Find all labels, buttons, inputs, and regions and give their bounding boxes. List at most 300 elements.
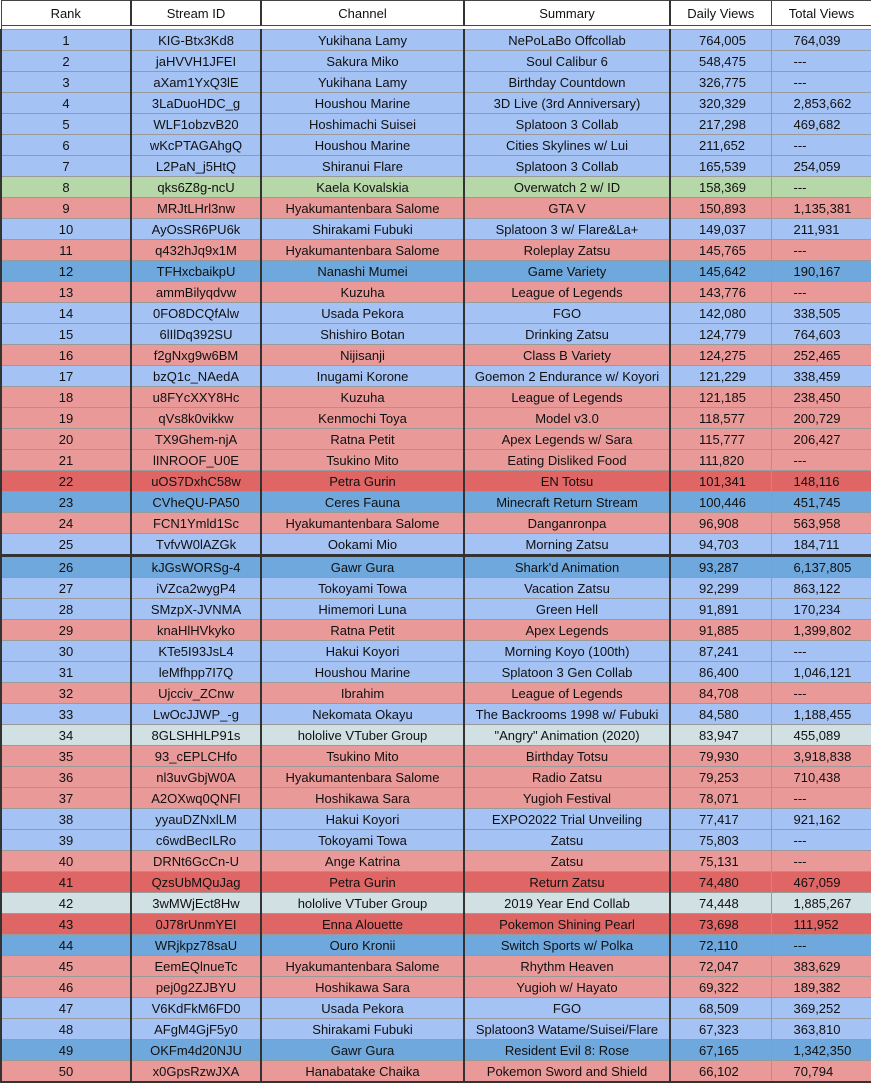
cell-total-views[interactable]: 363,810 bbox=[771, 1019, 871, 1040]
cell-rank[interactable]: 37 bbox=[1, 788, 131, 809]
table-row[interactable] bbox=[1, 725, 871, 746]
cell-stream-id[interactable]: 93_cEPLCHfo bbox=[131, 746, 261, 767]
table-row[interactable] bbox=[1, 513, 871, 534]
cell-daily-views[interactable]: 143,776 bbox=[670, 282, 771, 303]
cell-total-views[interactable]: 383,629 bbox=[771, 956, 871, 977]
cell-rank[interactable]: 35 bbox=[1, 746, 131, 767]
table-row[interactable] bbox=[1, 956, 871, 977]
cell-stream-id[interactable]: DRNt6GcCn-U bbox=[131, 851, 261, 872]
cell-channel[interactable]: Hanabatake Chaika bbox=[261, 1061, 464, 1083]
cell-daily-views[interactable]: 96,908 bbox=[670, 513, 771, 534]
cell-total-views[interactable]: 238,450 bbox=[771, 387, 871, 408]
cell-total-views[interactable]: 1,188,455 bbox=[771, 704, 871, 725]
cell-summary[interactable]: Birthday Countdown bbox=[464, 72, 670, 93]
table-row[interactable] bbox=[1, 998, 871, 1019]
cell-rank[interactable]: 29 bbox=[1, 620, 131, 641]
cell-channel[interactable]: Yukihana Lamy bbox=[261, 30, 464, 51]
table-row[interactable] bbox=[1, 135, 871, 156]
cell-summary[interactable]: FGO bbox=[464, 998, 670, 1019]
cell-daily-views[interactable]: 94,703 bbox=[670, 534, 771, 556]
cell-rank[interactable]: 26 bbox=[1, 556, 131, 578]
cell-daily-views[interactable]: 111,820 bbox=[670, 450, 771, 471]
cell-daily-views[interactable]: 320,329 bbox=[670, 93, 771, 114]
table-row[interactable] bbox=[1, 746, 871, 767]
cell-rank[interactable]: 49 bbox=[1, 1040, 131, 1061]
cell-rank[interactable]: 42 bbox=[1, 893, 131, 914]
cell-rank[interactable]: 32 bbox=[1, 683, 131, 704]
cell-channel[interactable]: Hyakumantenbara Salome bbox=[261, 240, 464, 261]
cell-rank[interactable]: 20 bbox=[1, 429, 131, 450]
cell-summary[interactable]: The Backrooms 1998 w/ Fubuki bbox=[464, 704, 670, 725]
cell-channel[interactable]: Hyakumantenbara Salome bbox=[261, 767, 464, 788]
cell-summary[interactable]: Rhythm Heaven bbox=[464, 956, 670, 977]
cell-summary[interactable]: Overwatch 2 w/ ID bbox=[464, 177, 670, 198]
cell-stream-id[interactable]: FCN1Ymld1Sc bbox=[131, 513, 261, 534]
cell-rank[interactable]: 8 bbox=[1, 177, 131, 198]
cell-channel[interactable]: Nijisanji bbox=[261, 345, 464, 366]
cell-total-views[interactable]: 1,885,267 bbox=[771, 893, 871, 914]
table-row[interactable] bbox=[1, 704, 871, 725]
cell-rank[interactable]: 1 bbox=[1, 30, 131, 51]
cell-rank[interactable]: 23 bbox=[1, 492, 131, 513]
table-row[interactable] bbox=[1, 599, 871, 620]
cell-daily-views[interactable]: 83,947 bbox=[670, 725, 771, 746]
table-row[interactable] bbox=[1, 450, 871, 471]
table-row[interactable] bbox=[1, 366, 871, 387]
cell-channel[interactable]: Himemori Luna bbox=[261, 599, 464, 620]
cell-channel[interactable]: hololive VTuber Group bbox=[261, 893, 464, 914]
cell-summary[interactable]: Apex Legends w/ Sara bbox=[464, 429, 670, 450]
cell-rank[interactable]: 21 bbox=[1, 450, 131, 471]
cell-summary[interactable]: Resident Evil 8: Rose bbox=[464, 1040, 670, 1061]
cell-summary[interactable]: League of Legends bbox=[464, 387, 670, 408]
cell-total-views[interactable]: --- bbox=[771, 788, 871, 809]
cell-rank[interactable]: 36 bbox=[1, 767, 131, 788]
cell-daily-views[interactable]: 93,287 bbox=[670, 556, 771, 578]
cell-daily-views[interactable]: 150,893 bbox=[670, 198, 771, 219]
cell-stream-id[interactable]: TX9Ghem-njA bbox=[131, 429, 261, 450]
cell-summary[interactable]: Splatoon 3 Gen Collab bbox=[464, 662, 670, 683]
cell-stream-id[interactable]: nl3uvGbjW0A bbox=[131, 767, 261, 788]
cell-stream-id[interactable]: 3wMWjEct8Hw bbox=[131, 893, 261, 914]
cell-daily-views[interactable]: 91,885 bbox=[670, 620, 771, 641]
cell-total-views[interactable]: --- bbox=[771, 830, 871, 851]
cell-rank[interactable]: 3 bbox=[1, 72, 131, 93]
cell-rank[interactable]: 43 bbox=[1, 914, 131, 935]
cell-channel[interactable]: Kaela Kovalskia bbox=[261, 177, 464, 198]
cell-daily-views[interactable]: 72,110 bbox=[670, 935, 771, 956]
cell-summary[interactable]: Soul Calibur 6 bbox=[464, 51, 670, 72]
table-row[interactable] bbox=[1, 935, 871, 956]
cell-daily-views[interactable]: 67,323 bbox=[670, 1019, 771, 1040]
cell-rank[interactable]: 7 bbox=[1, 156, 131, 177]
cell-daily-views[interactable]: 100,446 bbox=[670, 492, 771, 513]
cell-channel[interactable]: Inugami Korone bbox=[261, 366, 464, 387]
cell-stream-id[interactable]: pej0g2ZJBYU bbox=[131, 977, 261, 998]
cell-channel[interactable]: Nanashi Mumei bbox=[261, 261, 464, 282]
cell-rank[interactable]: 15 bbox=[1, 324, 131, 345]
cell-summary[interactable]: Radio Zatsu bbox=[464, 767, 670, 788]
cell-total-views[interactable]: 189,382 bbox=[771, 977, 871, 998]
cell-daily-views[interactable]: 79,253 bbox=[670, 767, 771, 788]
cell-daily-views[interactable]: 84,708 bbox=[670, 683, 771, 704]
cell-stream-id[interactable]: c6wdBecILRo bbox=[131, 830, 261, 851]
table-row[interactable] bbox=[1, 620, 871, 641]
cell-stream-id[interactable]: TFHxcbaikpU bbox=[131, 261, 261, 282]
cell-total-views[interactable]: 921,162 bbox=[771, 809, 871, 830]
cell-summary[interactable]: 2019 Year End Collab bbox=[464, 893, 670, 914]
cell-summary[interactable]: Return Zatsu bbox=[464, 872, 670, 893]
cell-channel[interactable]: Sakura Miko bbox=[261, 51, 464, 72]
cell-total-views[interactable]: --- bbox=[771, 51, 871, 72]
cell-channel[interactable]: Shirakami Fubuki bbox=[261, 1019, 464, 1040]
cell-total-views[interactable]: 184,711 bbox=[771, 534, 871, 556]
cell-rank[interactable]: 27 bbox=[1, 578, 131, 599]
cell-total-views[interactable]: 170,234 bbox=[771, 599, 871, 620]
cell-stream-id[interactable]: wKcPTAGAhgQ bbox=[131, 135, 261, 156]
cell-channel[interactable]: Shiranui Flare bbox=[261, 156, 464, 177]
table-row[interactable] bbox=[1, 556, 871, 578]
cell-stream-id[interactable]: TvfvW0lAZGk bbox=[131, 534, 261, 556]
cell-rank[interactable]: 33 bbox=[1, 704, 131, 725]
cell-channel[interactable]: Tsukino Mito bbox=[261, 450, 464, 471]
cell-total-views[interactable]: 200,729 bbox=[771, 408, 871, 429]
table-row[interactable] bbox=[1, 1040, 871, 1061]
cell-channel[interactable]: Gawr Gura bbox=[261, 556, 464, 578]
table-row[interactable] bbox=[1, 1061, 871, 1083]
cell-summary[interactable]: Danganronpa bbox=[464, 513, 670, 534]
cell-total-views[interactable]: 70,794 bbox=[771, 1061, 871, 1083]
table-row[interactable] bbox=[1, 471, 871, 492]
table-row[interactable] bbox=[1, 662, 871, 683]
table-row[interactable] bbox=[1, 30, 871, 51]
cell-channel[interactable]: Usada Pekora bbox=[261, 998, 464, 1019]
cell-rank[interactable]: 30 bbox=[1, 641, 131, 662]
cell-total-views[interactable]: 3,918,838 bbox=[771, 746, 871, 767]
cell-total-views[interactable]: 455,089 bbox=[771, 725, 871, 746]
table-row[interactable] bbox=[1, 324, 871, 345]
cell-rank[interactable]: 4 bbox=[1, 93, 131, 114]
cell-rank[interactable]: 18 bbox=[1, 387, 131, 408]
cell-stream-id[interactable]: aXam1YxQ3lE bbox=[131, 72, 261, 93]
cell-rank[interactable]: 25 bbox=[1, 534, 131, 556]
cell-daily-views[interactable]: 165,539 bbox=[670, 156, 771, 177]
cell-channel[interactable]: Ratna Petit bbox=[261, 429, 464, 450]
cell-total-views[interactable]: --- bbox=[771, 177, 871, 198]
cell-channel[interactable]: Hoshikawa Sara bbox=[261, 977, 464, 998]
cell-total-views[interactable]: 369,252 bbox=[771, 998, 871, 1019]
cell-total-views[interactable]: 1,342,350 bbox=[771, 1040, 871, 1061]
cell-channel[interactable]: Ookami Mio bbox=[261, 534, 464, 556]
table-row[interactable] bbox=[1, 219, 871, 240]
cell-rank[interactable]: 40 bbox=[1, 851, 131, 872]
cell-daily-views[interactable]: 217,298 bbox=[670, 114, 771, 135]
table-row[interactable] bbox=[1, 261, 871, 282]
table-row[interactable] bbox=[1, 977, 871, 998]
table-row[interactable] bbox=[1, 641, 871, 662]
cell-summary[interactable]: Shark'd Animation bbox=[464, 556, 670, 578]
cell-summary[interactable]: Yugioh Festival bbox=[464, 788, 670, 809]
cell-stream-id[interactable]: qks6Z8g-ncU bbox=[131, 177, 261, 198]
cell-stream-id[interactable]: WRjkpz78saU bbox=[131, 935, 261, 956]
cell-summary[interactable]: Splatoon3 Watame/Suisei/Flare bbox=[464, 1019, 670, 1040]
cell-total-views[interactable]: 148,116 bbox=[771, 471, 871, 492]
cell-channel[interactable]: Hoshikawa Sara bbox=[261, 788, 464, 809]
cell-daily-views[interactable]: 74,448 bbox=[670, 893, 771, 914]
cell-stream-id[interactable]: jaHVVH1JFEI bbox=[131, 51, 261, 72]
table-row[interactable] bbox=[1, 303, 871, 324]
cell-total-views[interactable]: 863,122 bbox=[771, 578, 871, 599]
cell-summary[interactable]: Splatoon 3 Collab bbox=[464, 114, 670, 135]
cell-channel[interactable]: Tsukino Mito bbox=[261, 746, 464, 767]
cell-stream-id[interactable]: KIG-Btx3Kd8 bbox=[131, 30, 261, 51]
table-row[interactable] bbox=[1, 851, 871, 872]
cell-rank[interactable]: 28 bbox=[1, 599, 131, 620]
cell-total-views[interactable]: 338,459 bbox=[771, 366, 871, 387]
cell-daily-views[interactable]: 87,241 bbox=[670, 641, 771, 662]
cell-summary[interactable]: Model v3.0 bbox=[464, 408, 670, 429]
cell-summary[interactable]: EN Totsu bbox=[464, 471, 670, 492]
cell-summary[interactable]: League of Legends bbox=[464, 683, 670, 704]
cell-rank[interactable]: 13 bbox=[1, 282, 131, 303]
cell-stream-id[interactable]: OKFm4d20NJU bbox=[131, 1040, 261, 1061]
cell-summary[interactable]: 3D Live (3rd Anniversary) bbox=[464, 93, 670, 114]
table-row[interactable] bbox=[1, 893, 871, 914]
table-row[interactable] bbox=[1, 72, 871, 93]
cell-channel[interactable]: Gawr Gura bbox=[261, 1040, 464, 1061]
cell-summary[interactable]: FGO bbox=[464, 303, 670, 324]
cell-stream-id[interactable]: WLF1obzvB20 bbox=[131, 114, 261, 135]
cell-total-views[interactable]: 710,438 bbox=[771, 767, 871, 788]
cell-rank[interactable]: 6 bbox=[1, 135, 131, 156]
cell-rank[interactable]: 34 bbox=[1, 725, 131, 746]
cell-summary[interactable]: Morning Koyo (100th) bbox=[464, 641, 670, 662]
cell-channel[interactable]: Ceres Fauna bbox=[261, 492, 464, 513]
cell-channel[interactable]: Ouro Kronii bbox=[261, 935, 464, 956]
table-row[interactable] bbox=[1, 177, 871, 198]
cell-stream-id[interactable]: A2OXwq0QNFI bbox=[131, 788, 261, 809]
cell-summary[interactable]: Splatoon 3 w/ Flare&La+ bbox=[464, 219, 670, 240]
cell-total-views[interactable]: 254,059 bbox=[771, 156, 871, 177]
cell-stream-id[interactable]: CVheQU-PA50 bbox=[131, 492, 261, 513]
cell-total-views[interactable]: --- bbox=[771, 851, 871, 872]
cell-daily-views[interactable]: 158,369 bbox=[670, 177, 771, 198]
cell-rank[interactable]: 9 bbox=[1, 198, 131, 219]
cell-summary[interactable]: Switch Sports w/ Polka bbox=[464, 935, 670, 956]
cell-channel[interactable]: Hakui Koyori bbox=[261, 809, 464, 830]
cell-summary[interactable]: Minecraft Return Stream bbox=[464, 492, 670, 513]
table-row[interactable] bbox=[1, 198, 871, 219]
cell-summary[interactable]: EXPO2022 Trial Unveiling bbox=[464, 809, 670, 830]
cell-channel[interactable]: Yukihana Lamy bbox=[261, 72, 464, 93]
cell-daily-views[interactable]: 124,779 bbox=[670, 324, 771, 345]
cell-stream-id[interactable]: 8GLSHHLP91s bbox=[131, 725, 261, 746]
cell-daily-views[interactable]: 764,005 bbox=[670, 30, 771, 51]
cell-daily-views[interactable]: 69,322 bbox=[670, 977, 771, 998]
cell-summary[interactable]: GTA V bbox=[464, 198, 670, 219]
cell-channel[interactable]: Shirakami Fubuki bbox=[261, 219, 464, 240]
cell-summary[interactable]: Pokemon Shining Pearl bbox=[464, 914, 670, 935]
cell-summary[interactable]: League of Legends bbox=[464, 282, 670, 303]
table-row[interactable] bbox=[1, 914, 871, 935]
cell-rank[interactable]: 16 bbox=[1, 345, 131, 366]
cell-stream-id[interactable]: V6KdFkM6FD0 bbox=[131, 998, 261, 1019]
header-channel[interactable]: Channel bbox=[261, 1, 464, 26]
cell-total-views[interactable]: 1,046,121 bbox=[771, 662, 871, 683]
cell-rank[interactable]: 17 bbox=[1, 366, 131, 387]
cell-stream-id[interactable]: q432hJq9x1M bbox=[131, 240, 261, 261]
cell-total-views[interactable]: 111,952 bbox=[771, 914, 871, 935]
cell-stream-id[interactable]: leMfhpp7I7Q bbox=[131, 662, 261, 683]
cell-daily-views[interactable]: 145,642 bbox=[670, 261, 771, 282]
cell-summary[interactable]: Zatsu bbox=[464, 830, 670, 851]
cell-total-views[interactable]: 206,427 bbox=[771, 429, 871, 450]
cell-rank[interactable]: 19 bbox=[1, 408, 131, 429]
cell-daily-views[interactable]: 145,765 bbox=[670, 240, 771, 261]
table-row[interactable] bbox=[1, 534, 871, 556]
cell-channel[interactable]: Ratna Petit bbox=[261, 620, 464, 641]
cell-summary[interactable]: "Angry" Animation (2020) bbox=[464, 725, 670, 746]
cell-stream-id[interactable]: 0J78rUnmYEI bbox=[131, 914, 261, 935]
cell-stream-id[interactable]: kJGsWORSg-4 bbox=[131, 556, 261, 578]
cell-rank[interactable]: 10 bbox=[1, 219, 131, 240]
cell-stream-id[interactable]: qVs8k0vikkw bbox=[131, 408, 261, 429]
cell-total-views[interactable]: 467,059 bbox=[771, 872, 871, 893]
cell-total-views[interactable]: --- bbox=[771, 135, 871, 156]
table-row[interactable] bbox=[1, 408, 871, 429]
cell-rank[interactable]: 24 bbox=[1, 513, 131, 534]
cell-stream-id[interactable]: KTe5I93JsL4 bbox=[131, 641, 261, 662]
cell-stream-id[interactable]: uOS7DxhC58w bbox=[131, 471, 261, 492]
cell-stream-id[interactable]: knaHlHVkyko bbox=[131, 620, 261, 641]
cell-rank[interactable]: 47 bbox=[1, 998, 131, 1019]
cell-rank[interactable]: 44 bbox=[1, 935, 131, 956]
table-row[interactable] bbox=[1, 578, 871, 599]
cell-daily-views[interactable]: 101,341 bbox=[670, 471, 771, 492]
cell-stream-id[interactable]: EemEQlnueTc bbox=[131, 956, 261, 977]
cell-rank[interactable]: 41 bbox=[1, 872, 131, 893]
cell-daily-views[interactable]: 67,165 bbox=[670, 1040, 771, 1061]
cell-channel[interactable]: Hyakumantenbara Salome bbox=[261, 513, 464, 534]
table-row[interactable] bbox=[1, 114, 871, 135]
cell-stream-id[interactable]: x0GpsRzwJXA bbox=[131, 1061, 261, 1083]
cell-rank[interactable]: 22 bbox=[1, 471, 131, 492]
cell-stream-id[interactable]: f2gNxg9w6BM bbox=[131, 345, 261, 366]
cell-daily-views[interactable]: 142,080 bbox=[670, 303, 771, 324]
cell-daily-views[interactable]: 72,047 bbox=[670, 956, 771, 977]
cell-stream-id[interactable]: iVZca2wygP4 bbox=[131, 578, 261, 599]
cell-rank[interactable]: 31 bbox=[1, 662, 131, 683]
cell-summary[interactable]: Pokemon Sword and Shield bbox=[464, 1061, 670, 1083]
cell-rank[interactable]: 14 bbox=[1, 303, 131, 324]
table-row[interactable] bbox=[1, 767, 871, 788]
cell-channel[interactable]: Usada Pekora bbox=[261, 303, 464, 324]
cell-channel[interactable]: Houshou Marine bbox=[261, 135, 464, 156]
cell-stream-id[interactable]: u8FYcXXY8Hc bbox=[131, 387, 261, 408]
cell-total-views[interactable]: --- bbox=[771, 282, 871, 303]
cell-summary[interactable]: Zatsu bbox=[464, 851, 670, 872]
cell-daily-views[interactable]: 78,071 bbox=[670, 788, 771, 809]
cell-total-views[interactable]: 338,505 bbox=[771, 303, 871, 324]
cell-total-views[interactable]: --- bbox=[771, 683, 871, 704]
cell-channel[interactable]: Ange Katrina bbox=[261, 851, 464, 872]
cell-daily-views[interactable]: 124,275 bbox=[670, 345, 771, 366]
cell-rank[interactable]: 46 bbox=[1, 977, 131, 998]
cell-stream-id[interactable]: 3LaDuoHDC_g bbox=[131, 93, 261, 114]
cell-total-views[interactable]: --- bbox=[771, 641, 871, 662]
cell-rank[interactable]: 50 bbox=[1, 1061, 131, 1083]
table-row[interactable] bbox=[1, 1019, 871, 1040]
cell-summary[interactable]: Splatoon 3 Collab bbox=[464, 156, 670, 177]
cell-stream-id[interactable]: SMzpX-JVNMA bbox=[131, 599, 261, 620]
cell-total-views[interactable]: --- bbox=[771, 72, 871, 93]
cell-channel[interactable]: Kenmochi Toya bbox=[261, 408, 464, 429]
cell-rank[interactable]: 38 bbox=[1, 809, 131, 830]
cell-stream-id[interactable]: L2PaN_j5HtQ bbox=[131, 156, 261, 177]
cell-summary[interactable]: Goemon 2 Endurance w/ Koyori bbox=[464, 366, 670, 387]
cell-daily-views[interactable]: 68,509 bbox=[670, 998, 771, 1019]
cell-channel[interactable]: Kuzuha bbox=[261, 387, 464, 408]
cell-channel[interactable]: hololive VTuber Group bbox=[261, 725, 464, 746]
table-row[interactable] bbox=[1, 830, 871, 851]
cell-rank[interactable]: 45 bbox=[1, 956, 131, 977]
header-stream-id[interactable]: Stream ID bbox=[131, 1, 261, 26]
table-row[interactable] bbox=[1, 872, 871, 893]
cell-total-views[interactable]: 1,135,381 bbox=[771, 198, 871, 219]
table-row[interactable] bbox=[1, 345, 871, 366]
cell-channel[interactable]: Hyakumantenbara Salome bbox=[261, 956, 464, 977]
cell-summary[interactable]: Apex Legends bbox=[464, 620, 670, 641]
cell-rank[interactable]: 2 bbox=[1, 51, 131, 72]
cell-total-views[interactable]: --- bbox=[771, 240, 871, 261]
cell-stream-id[interactable]: ammBilyqdvw bbox=[131, 282, 261, 303]
cell-summary[interactable]: Class B Variety bbox=[464, 345, 670, 366]
table-row[interactable] bbox=[1, 788, 871, 809]
cell-daily-views[interactable]: 75,131 bbox=[670, 851, 771, 872]
cell-summary[interactable]: Roleplay Zatsu bbox=[464, 240, 670, 261]
cell-stream-id[interactable]: lINROOF_U0E bbox=[131, 450, 261, 471]
cell-stream-id[interactable]: yyauDZNxlLM bbox=[131, 809, 261, 830]
cell-total-views[interactable]: 1,399,802 bbox=[771, 620, 871, 641]
cell-summary[interactable]: Green Hell bbox=[464, 599, 670, 620]
cell-summary[interactable]: Eating Disliked Food bbox=[464, 450, 670, 471]
table-row[interactable] bbox=[1, 683, 871, 704]
cell-total-views[interactable]: 764,603 bbox=[771, 324, 871, 345]
cell-daily-views[interactable]: 66,102 bbox=[670, 1061, 771, 1083]
cell-channel[interactable]: Tokoyami Towa bbox=[261, 578, 464, 599]
cell-summary[interactable]: NePoLaBo Offcollab bbox=[464, 30, 670, 51]
cell-channel[interactable]: Hakui Koyori bbox=[261, 641, 464, 662]
cell-total-views[interactable]: --- bbox=[771, 450, 871, 471]
cell-daily-views[interactable]: 75,803 bbox=[670, 830, 771, 851]
cell-daily-views[interactable]: 74,480 bbox=[670, 872, 771, 893]
table-row[interactable] bbox=[1, 282, 871, 303]
cell-stream-id[interactable]: MRJtLHrl3nw bbox=[131, 198, 261, 219]
table-row[interactable] bbox=[1, 809, 871, 830]
table-row[interactable] bbox=[1, 387, 871, 408]
table-row[interactable] bbox=[1, 156, 871, 177]
cell-total-views[interactable]: 211,931 bbox=[771, 219, 871, 240]
cell-daily-views[interactable]: 77,417 bbox=[670, 809, 771, 830]
table-row[interactable] bbox=[1, 492, 871, 513]
cell-daily-views[interactable]: 115,777 bbox=[670, 429, 771, 450]
cell-daily-views[interactable]: 91,891 bbox=[670, 599, 771, 620]
cell-daily-views[interactable]: 118,577 bbox=[670, 408, 771, 429]
cell-summary[interactable]: Morning Zatsu bbox=[464, 534, 670, 556]
cell-stream-id[interactable]: 0FO8DCQfAlw bbox=[131, 303, 261, 324]
cell-summary[interactable]: Yugioh w/ Hayato bbox=[464, 977, 670, 998]
cell-total-views[interactable]: --- bbox=[771, 935, 871, 956]
